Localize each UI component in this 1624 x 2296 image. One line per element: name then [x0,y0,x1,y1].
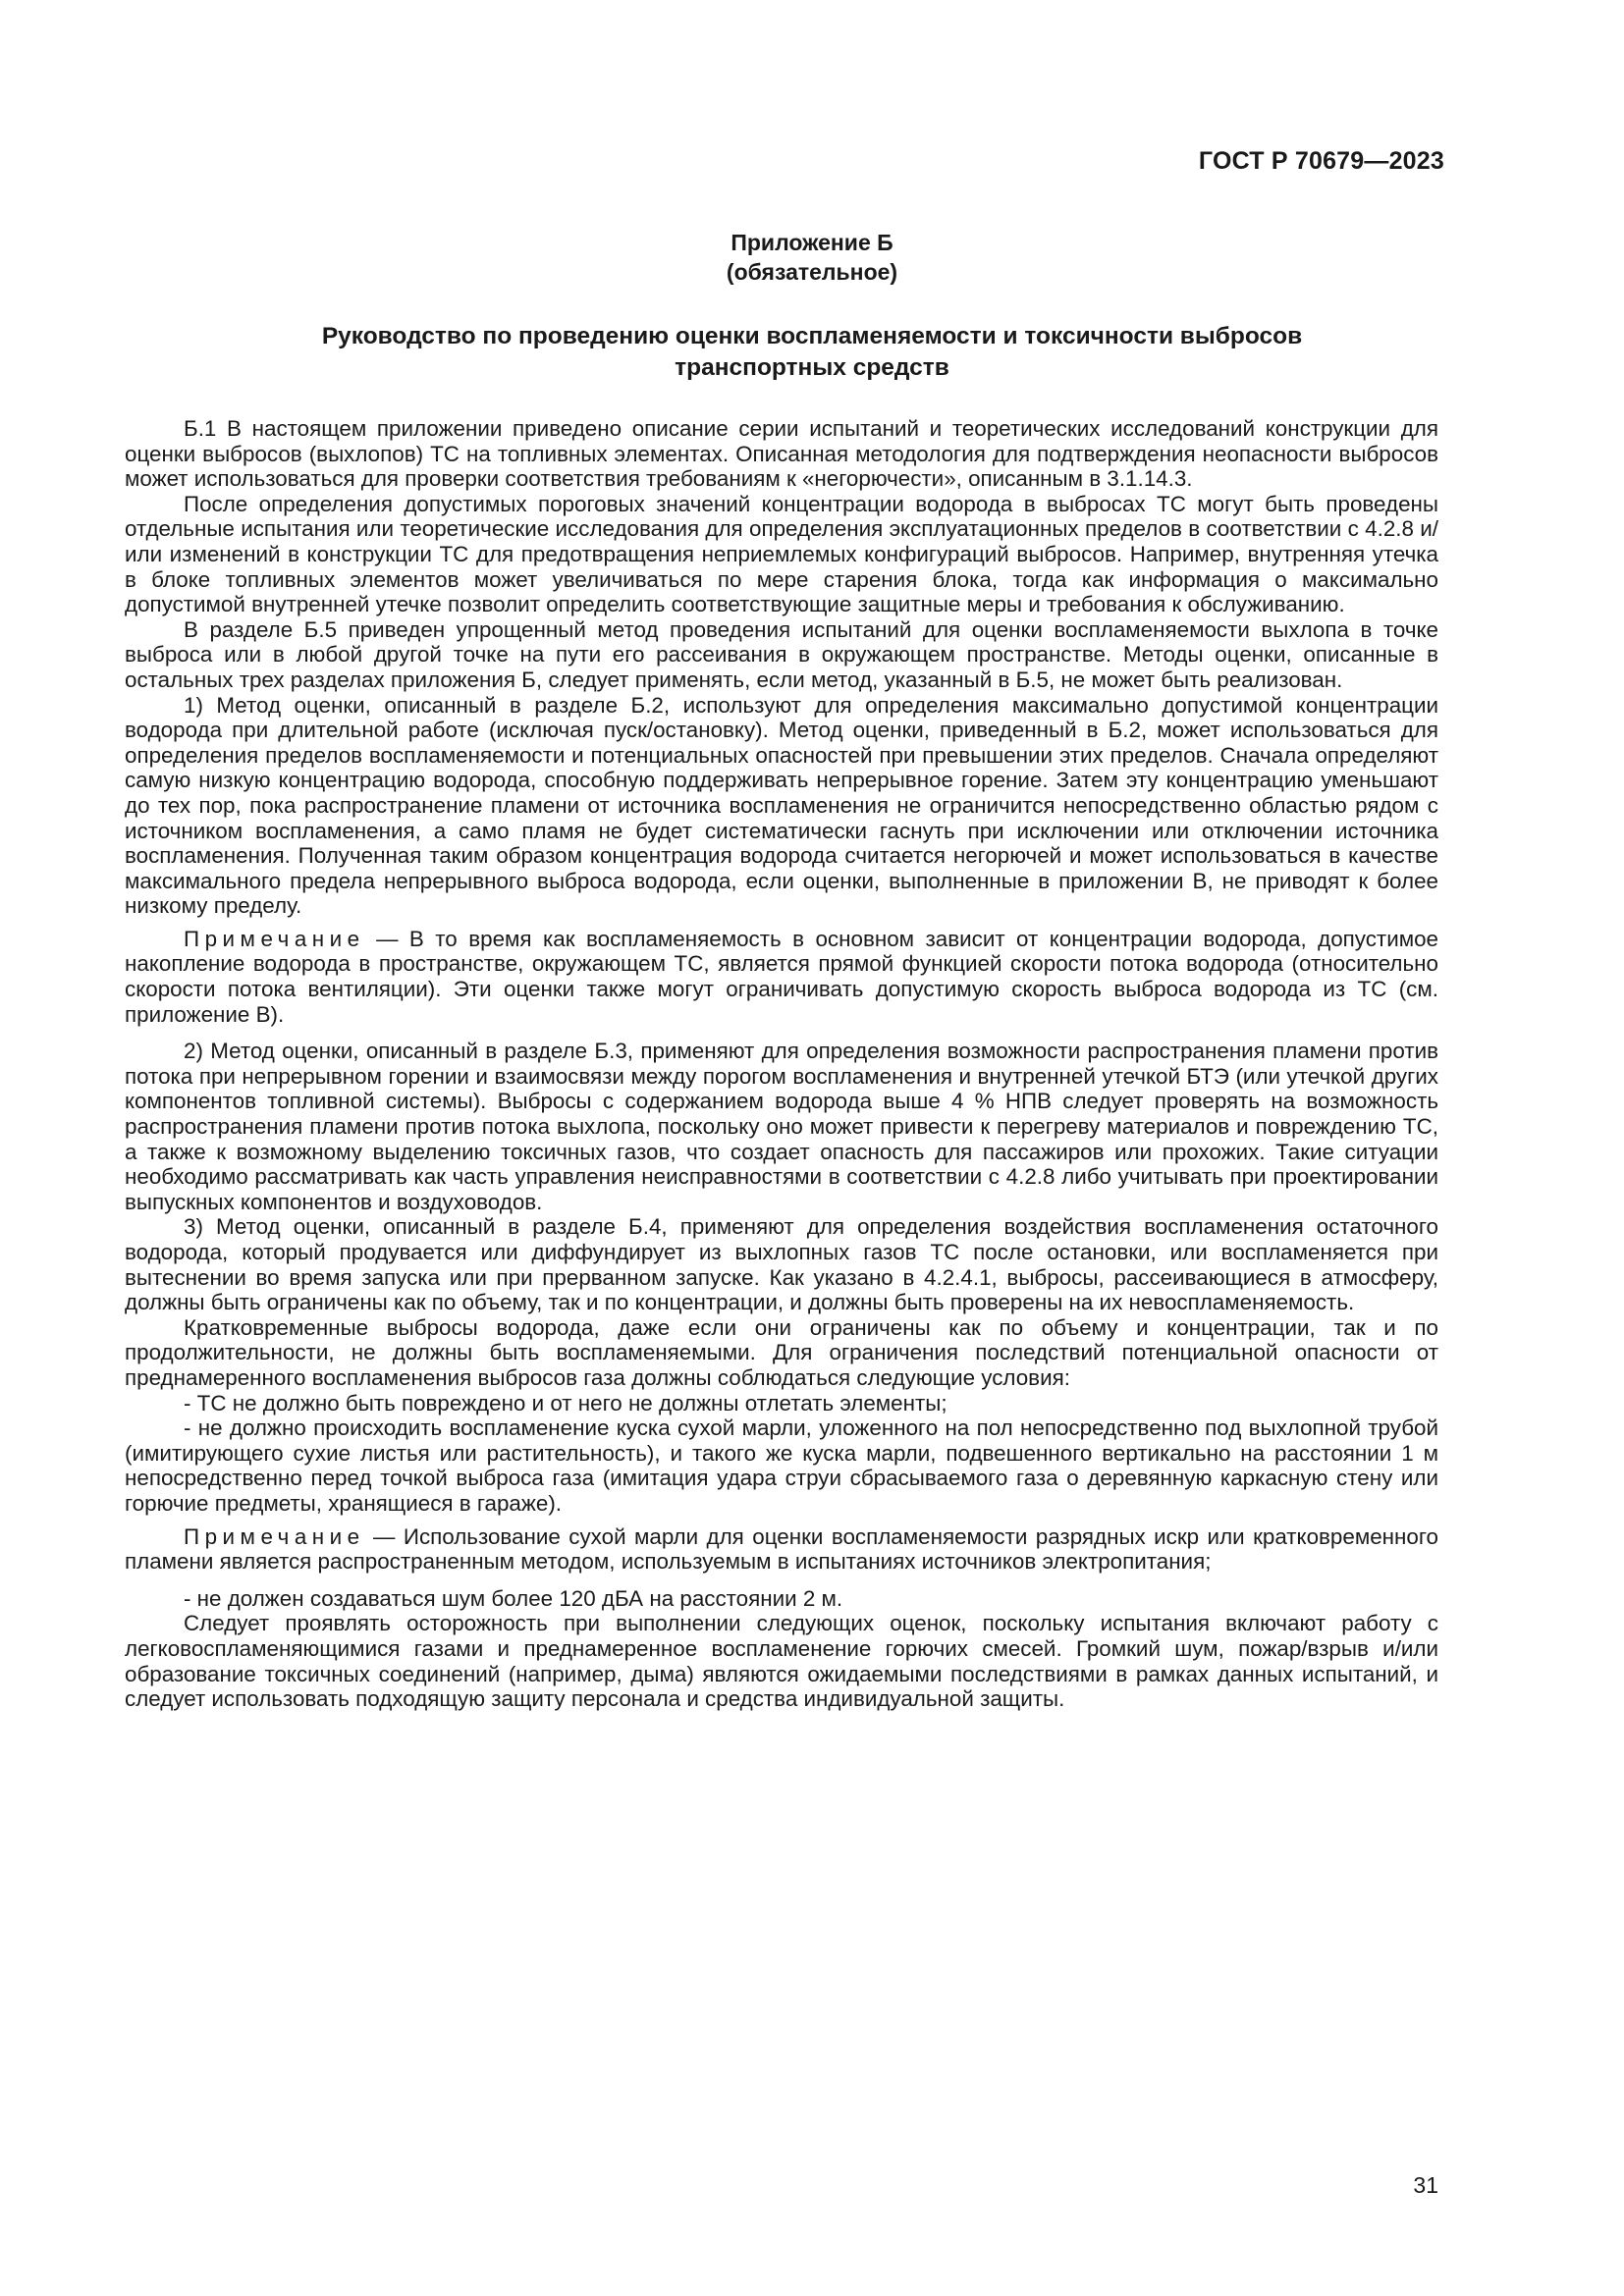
paragraph-b5-method: В разделе Б.5 приведен упрощенный метод проведения испытаний для оценки воспламеняемости выхлопа в точке выброса или в любой другой точке на пути его рассеивания в окружающем пространстве. Методы оценки, описанные в остальных трех разделах приложения Б, следует применять, если метод, указанный в Б.5, не может быть реализован. [125,616,1438,692]
paragraph-method-2: 2) Метод оценки, описанный в разделе Б.3, применяют для определения возможности распространения пламени против потока при непрерывном горении и взаимосвязи между порогом воспламенения и внутренней утечкой БТЭ (или утечкой других компонентов топливной системы). Выбросы с содержанием водорода выше 4 % НПВ следует проверять на возможность распространения пламени против потока выхлопа, поскольку оно может привести к перегреву материалов и повреждению ТС, а также к возможному выделению токсичных газов, что создает опасность для пассажиров или прохожих. Такие ситуации необходимо рассматривать как часть управления неисправностями в соответствии с 4.2.8 либо учитывать при проектировании выпускных компонентов и воздуховодов. [125,1039,1438,1214]
note-text: — Использование сухой марли для оценки воспламеняемости разрядных искр или кратковременного пламени является распространенным методом, используемым в испытаниях источников электропитания; [125,1523,1438,1575]
list-item: - ТС не должно быть повреждено и от него не должны отлетать элементы; [184,1390,947,1415]
title-line-1: Руководство по проведению оценки воспламеняемости и токсичности выбросов [321,323,1303,349]
note-1 [125,927,1438,1027]
paragraph-precautions: Следует проявлять осторожность при выполнении следующих оценок, поскольку испытания включают работу с легковоспламеняющимися газами и преднамеренное воспламенение горючих смесей. Громкий шум, пожар/взрыв и/или образование токсичных соединений (например, дыма) являются ожидаемыми последствиями в рамках данных испытаний, и следует использовать подходящую защиту персонала и средства индивидуальной защиты. [125,1611,1438,1712]
body-text [125,416,1438,1712]
paragraph-short-releases: Кратковременные выбросы водорода, даже если они ограничены как по объему и концентрации, так и по продолжительности, не должны быть воспламеняемыми. Для ограничения последствий потенциальной опасности от преднамеренного воспламенения выбросов газа должны соблюдаться следующие условия: [125,1314,1438,1390]
page-number: 31 [1413,2172,1438,2198]
paragraph-method-1: 1) Метод оценки, описанный в разделе Б.2, используют для определения максимально допустимой концентрации водорода при длительной работе (исключая пуск/остановку). Метод оценки, приведенный в Б.2, может использоваться для определения пределов воспламеняемости и потенциальных опасностей при превышении этих пределов. Сначала определяют самую низкую концентрацию водорода, способную поддерживать непрерывное горение. Затем эту концентрацию уменьшают до тех пор, пока распространение пламени от источника воспламенения не ограничится непосредственно областью рядом с источником воспламенения, а само пламя не будет систематически гаснуть при исключении или отключении источника воспламенения. Полученная таким образом концентрация водорода считается негорючей и может использоваться в качестве максимального предела непрерывного выброса водорода, если оценки, выполненные в приложении В, не приводят к более низкому пределу. [125,692,1438,919]
document-title [196,321,1428,384]
list-item: - не должно происходить воспламенение куска сухой марли, уложенного на пол непосредственно под выхлопной трубой (имитирующего сухие листья или растительность), и такого же куска марли, подвешенного вертикально на расстоянии 1 м непосредственно перед точкой выброса газа (имитация удара струи сбрасываемого газа о деревянную каркасную стену или горючие предметы, хранящиеся в гараже). [125,1415,1438,1516]
note-label: Примечание [184,926,365,951]
note-2 [125,1524,1438,1575]
note-text: — В то время как воспламеняемость в основном зависит от концентрации водорода, допустимое накопление водорода в пространстве, окружающем ТС, является прямой функцией скорости потока водорода (относительно скорости потока вентиляции). Эти оценки также могут ограничивать допустимую скорость выброса водорода из ТС (см. приложение В). [125,926,1438,1027]
list-item: - не должен создаваться шум более 120 дБА на расстоянии 2 м. [184,1585,843,1611]
appendix-status: (обязательное) [726,259,898,285]
note-label: Примечание [184,1523,365,1549]
title-line-2: транспортных средств [675,354,949,381]
paragraph-thresholds: После определения допустимых пороговых значений концентрации водорода в выбросах ТС могут быть проведены отдельные испытания или теоретические исследования для определения эксплуатационных пределов в соответствии с 4.2.8 и/или изменений в конструкции ТС для предотвращения неприемлемых конфигураций выбросов. Например, внутренняя утечка в блоке топливных элементов может увеличиваться по мере старения блока, тогда как информация о максимально допустимой внутренней утечке позволит определить соответствующие защитные меры и требования к обслуживанию. [125,491,1438,617]
paragraph-method-3: 3) Метод оценки, описанный в разделе Б.4, применяют для определения воздействия воспламенения остаточного водорода, который продувается или диффундирует из выхлопных газов ТС после остановки, или воспламеняется при вытеснении во время запуска или при прерванном запуске. Как указано в 4.2.4.1, выбросы, рассеивающиеся в атмосферу, должны быть ограничены как по объему, так и по концентрации, и должны быть проверены на их невоспламеняемость. [125,1214,1438,1315]
appendix-label: Приложение Б [731,230,893,255]
standard-code: ГОСТ Р 70679—2023 [1198,147,1444,175]
appendix-heading [0,228,1624,287]
paragraph-b1: Б.1 В настоящем приложении приведено описание серии испытаний и теоретических исследований конструкции для оценки выбросов (выхлопов) ТС на топливных элементах. Описанная методология для подтверждения неопасности выбросов может использоваться для проверки соответствия требованиям к «негорючести», описанным в 3.1.14.3. [125,416,1438,492]
